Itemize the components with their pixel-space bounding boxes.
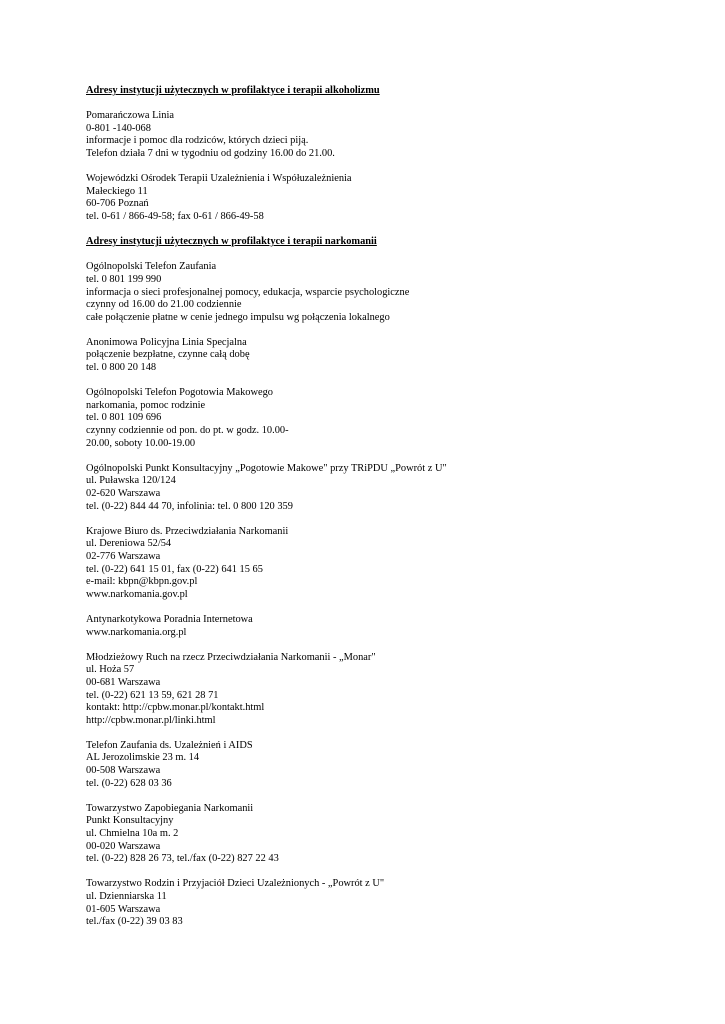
- entry-line: Ogólnopolski Telefon Zaufania: [86, 261, 217, 273]
- address-entry: [86, 463, 686, 513]
- entry-line: Małeckiego 11: [86, 185, 148, 197]
- entry-line: ul. Hoża 57: [86, 664, 135, 676]
- website-text: kontakt: http://cpbw.monar.pl/kontakt.html: [86, 702, 265, 714]
- address-entry: [86, 652, 686, 728]
- website-text: http://cpbw.monar.pl/linki.html: [86, 714, 216, 726]
- entry-line: czynny codziennie od pon. do pt. w godz. 10.00-: [86, 425, 289, 437]
- entry-line: 00-020 Warszawa: [86, 840, 161, 852]
- website-text: www.narkomania.org.pl: [86, 626, 187, 638]
- entry-line: tel. (0-22) 628 03 36: [86, 777, 172, 789]
- entry-line: 0-801 -140-068: [86, 122, 151, 134]
- document-page: [86, 85, 686, 941]
- section-heading: Adresy instytucji użytecznych w profilaktyce i terapii narkomanii: [86, 236, 377, 248]
- entry-line: AL Jerozolimskie 23 m. 14: [86, 752, 200, 764]
- entry-line: ul. Dzienniarska 11: [86, 891, 167, 902]
- entry-line: całe połączenie płatne w cenie jednego impulsu wg połączenia lokalnego: [86, 311, 390, 323]
- entry-line: tel. (0-22) 621 13 59, 621 28 71: [86, 689, 219, 701]
- section-alcoholism: [86, 85, 686, 224]
- address-entry: [86, 878, 686, 928]
- entry-line: Ogólnopolski Punkt Konsultacyjny „Pogotowie Makowe" przy TRiPDU „Powrót z U": [86, 462, 447, 474]
- entry-line: 20.00, soboty 10.00-19.00: [86, 437, 196, 449]
- entry-line: tel. 0 800 20 148: [86, 362, 157, 374]
- address-entry: [86, 526, 686, 602]
- entry-line: Anonimowa Policyjna Linia Specjalna: [86, 336, 247, 348]
- entry-line: tel./fax (0-22) 39 03 83: [86, 916, 183, 928]
- address-entry: [86, 173, 686, 223]
- address-entry: [86, 110, 686, 160]
- entry-line: informacje i pomoc dla rodziców, których dzieci piją.: [86, 135, 309, 147]
- entry-line: informacja o sieci profesjonalnej pomocy, edukacja, wsparcie psychologiczne: [86, 286, 410, 298]
- entry-line: narkomania, pomoc rodzinie: [86, 399, 206, 411]
- entry-line: Krajowe Biuro ds. Przeciwdziałania Narkomanii: [86, 525, 289, 537]
- address-entry: [86, 387, 686, 450]
- entry-line: Telefon działa 7 dni w tygodniu od godziny 16.00 do 21.00.: [86, 147, 335, 159]
- entry-line: tel. 0 801 109 696: [86, 412, 162, 424]
- address-entry: [86, 261, 686, 324]
- entry-line: tel. 0 801 199 990: [86, 273, 162, 285]
- entry-line: Towarzystwo Rodzin i Przyjaciół Dzieci Uzależnionych - „Powrót z U": [86, 878, 385, 890]
- website-text: www.narkomania.gov.pl: [86, 588, 188, 600]
- entry-line: 00-681 Warszawa: [86, 676, 161, 688]
- entry-line: 02-620 Warszawa: [86, 488, 161, 499]
- entry-line: Telefon Zaufania ds. Uzależnień i AIDS: [86, 739, 253, 751]
- entry-line: tel. (0-22) 641 15 01, fax (0-22) 641 15 65: [86, 563, 263, 575]
- section-drug-addiction: [86, 236, 686, 929]
- entry-line: ul. Chmielna 10a m. 2: [86, 828, 179, 840]
- entry-line: Antynarkotykowa Poradnia Internetowa: [86, 613, 253, 625]
- entry-line: czynny od 16.00 do 21.00 codziennie: [86, 299, 242, 311]
- address-entry: [86, 740, 686, 790]
- entry-line: Ogólnopolski Telefon Pogotowia Makowego: [86, 387, 273, 399]
- entry-line: Wojewódzki Ośrodek Terapii Uzależnienia i Współuzależnienia: [86, 173, 352, 185]
- entry-line: Punkt Konsultacyjny: [86, 815, 174, 827]
- section-heading: Adresy instytucji użytecznych w profilaktyce i terapii alkoholizmu: [86, 85, 380, 96]
- entry-line: 02-776 Warszawa: [86, 550, 161, 562]
- entry-line: Pomarańczowa Linia: [86, 110, 174, 122]
- entry-line: 60-706 Poznań: [86, 198, 149, 210]
- entry-line: tel. (0-22) 828 26 73, tel./fax (0-22) 827 22 43: [86, 853, 279, 865]
- email-text: e-mail: kbpn@kbpn.gov.pl: [86, 576, 198, 588]
- entry-line: ul. Dereniowa 52/54: [86, 538, 172, 550]
- entry-line: tel. 0-61 / 866-49-58; fax 0-61 / 866-49-58: [86, 210, 264, 222]
- address-entry: [86, 337, 686, 375]
- address-entry: [86, 803, 686, 866]
- entry-line: 01-605 Warszawa: [86, 903, 161, 915]
- entry-line: tel. (0-22) 844 44 70, infolinia: tel. 0 800 120 359: [86, 500, 293, 512]
- entry-line: Młodzieżowy Ruch na rzecz Przeciwdziałania Narkomanii - „Monar": [86, 651, 376, 663]
- entry-line: połączenie bezpłatne, czynne całą dobę: [86, 349, 250, 361]
- entry-line: ul. Puławska 120/124: [86, 475, 176, 487]
- entry-line: Towarzystwo Zapobiegania Narkomanii: [86, 802, 254, 814]
- address-entry: [86, 614, 686, 639]
- entry-line: 00-508 Warszawa: [86, 765, 161, 777]
